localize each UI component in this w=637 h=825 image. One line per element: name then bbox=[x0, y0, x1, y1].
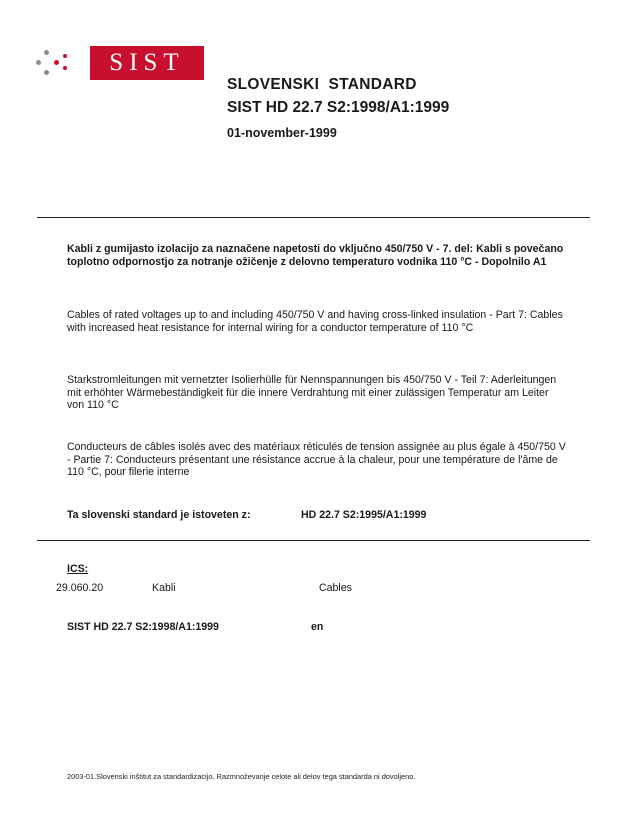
sist-logo bbox=[36, 46, 185, 90]
document-language: en bbox=[311, 621, 324, 633]
logo-dot-gray-3 bbox=[44, 70, 49, 75]
identical-value: HD 22.7 S2:1995/A1:1999 bbox=[301, 509, 427, 521]
standard-number: SIST HD 22.7 S2:1998/A1:1999 bbox=[227, 99, 450, 116]
ics-code: 29.060.20 bbox=[56, 582, 104, 594]
logo-dot-gray-2 bbox=[36, 60, 41, 65]
ics-label: ICS: bbox=[67, 563, 89, 575]
top-divider bbox=[37, 217, 590, 218]
footer-copyright: 2003-01.Slovenski inštitut za standardizacijo. Razmnoževanje celote ali delov tega standarda ni dovoljeno. bbox=[67, 772, 416, 781]
logo-dot-gray-1 bbox=[44, 50, 49, 55]
logo-wordmark: SIST bbox=[90, 46, 204, 80]
title-french: Conducteurs de câbles isolés avec des matériaux réticulés de tension assignée au plus égale à 450/750 V - Partie 7: Conducteurs présentant une résistance accrue à la chaleur, pour une température de l'âme de 110 °C, pour filerie interne bbox=[67, 441, 566, 479]
logo-dot-red-3 bbox=[63, 66, 67, 70]
title-slovenian: Kabli z gumijasto izolacijo za naznačene napetosti do vključno 450/750 V - 7. del: Kabli s povečano toplotno odpornostjo za notranje ožičenje z delovno temperaturo vodnika 110 °C - Dopolnilo A1 bbox=[67, 243, 564, 268]
logo-dot-red-1 bbox=[54, 60, 59, 65]
identical-label: Ta slovenski standard je istoveten z: bbox=[67, 509, 251, 521]
ics-name-english: Cables bbox=[319, 582, 352, 594]
ics-name-slovenian: Kabli bbox=[152, 582, 176, 594]
standard-label: SLOVENSKI STANDARD bbox=[227, 76, 417, 93]
standard-date: 01-november-1999 bbox=[227, 126, 337, 140]
bottom-divider bbox=[37, 540, 590, 541]
title-german: Starkstromleitungen mit vernetzter Isolierhülle für Nennspannungen bis 450/750 V - Teil 7: Aderleitungen mit erhöhter Wärmebeständigkeit für die innere Verdrahtung mit einer zulässigen Temperatur am Leiter von 110 °C bbox=[67, 374, 557, 412]
document-id: SIST HD 22.7 S2:1998/A1:1999 bbox=[67, 621, 219, 633]
title-english: Cables of rated voltages up to and including 450/750 V and having cross-linked insulation - Part 7: Cables with increased heat resistance for internal wiring for a conductor temperature of 110 °C bbox=[67, 309, 563, 334]
logo-dot-red-2 bbox=[63, 54, 67, 58]
